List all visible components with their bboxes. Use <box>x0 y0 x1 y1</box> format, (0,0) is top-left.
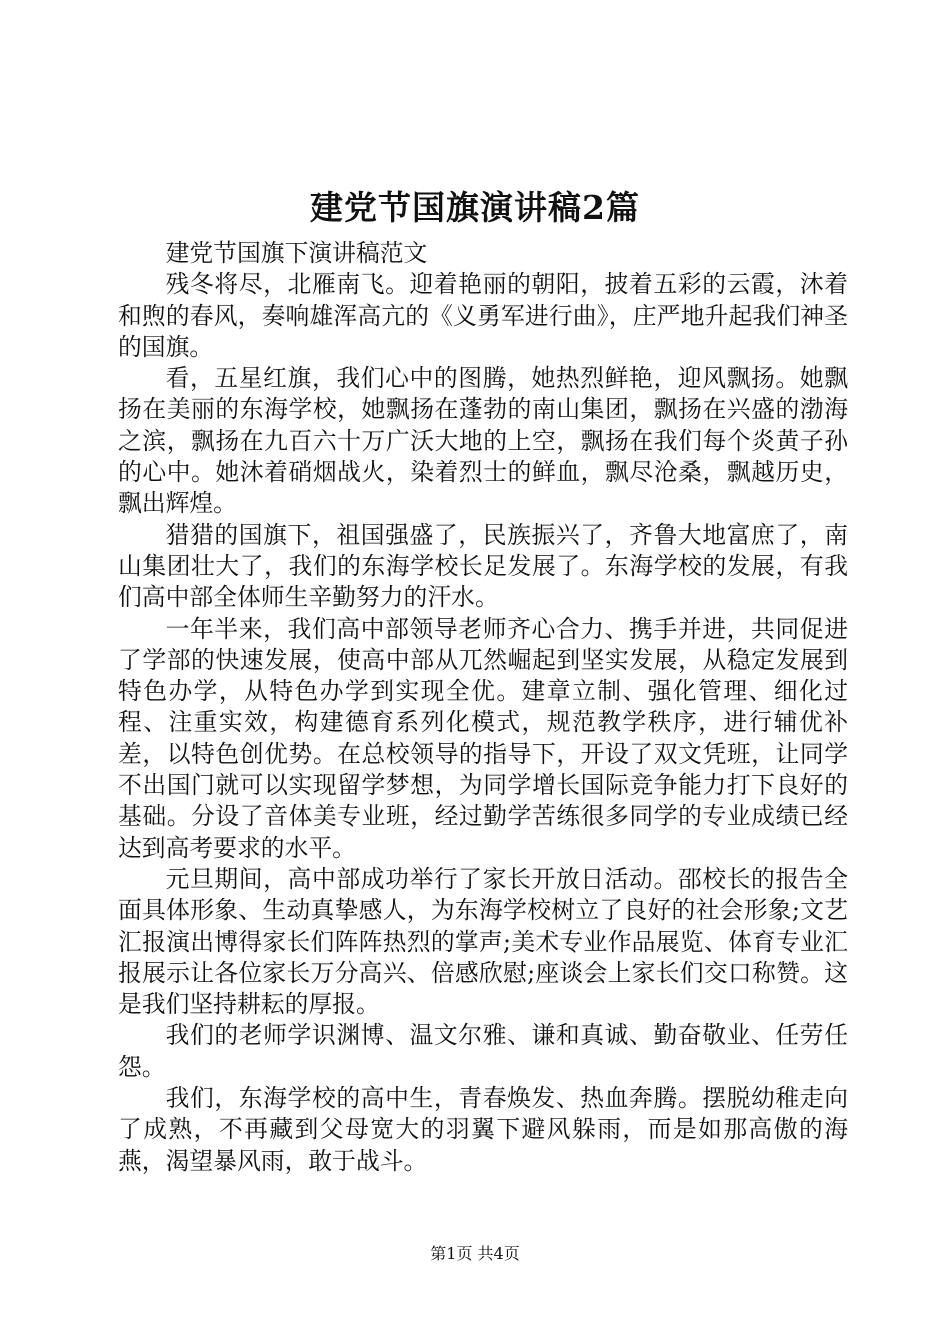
page-footer: 第1页 共4页 <box>430 1244 520 1263</box>
body-paragraph: 看，五星红旗，我们心中的图腾，她热烈鲜艳，迎风飘扬。她飘扬在美丽的东海学校，她飘扬在蓬勃的南山集团，飘扬在兴盛的渤海之滨，飘扬在九百六十万广沃大地的上空，飘扬在我们每个炎黄子孙的心中。她沐着硝烟战火，染着烈士的鲜血，飘尽沧桑，飘越历史，飘出辉煌。 <box>118 364 848 518</box>
body-paragraph: 元旦期间，高中部成功举行了家长开放日活动。邵校长的报告全面具体形象、生动真挚感人，为东海学校树立了良好的社会形象;文艺汇报演出博得家长们阵阵热烈的掌声;美术专业作品展览、体育专业汇报展示让各位家长万分高兴、倍感欣慰;座谈会上家长们交口称赞。这是我们坚持耕耘的厚报。 <box>118 864 848 1019</box>
body-paragraph: 猎猎的国旗下，祖国强盛了，民族振兴了，齐鲁大地富庶了，南山集团壮大了，我们的东海学校长足发展了。东海学校的发展，有我们高中部全体师生辛勤努力的汗水。 <box>118 520 848 612</box>
body-paragraph: 残冬将尽，北雁南飞。迎着艳丽的朝阳，披着五彩的云霞，沐着和煦的春风，奏响雄浑高亢的《义勇军进行曲》，庄严地升起我们神圣的国旗。 <box>118 270 848 361</box>
body-paragraph: 一年半来，我们高中部领导老师齐心合力、携手并进，共同促进了学部的快速发展，使高中部从兀然崛起到坚实发展，从稳定发展到特色办学，从特色办学到实现全优。建章立制、强化管理、细化过程、注重实效，构建德育系列化模式，规范教学秩序，进行辅优补差，以特色创优势。在总校领导的指导下，开设了双文凭班，让同学不出国门就可以实现留学梦想，为同学增长国际竞争能力打下良好的基础。分设了音体美专业班，经过勤学苦练很多同学的专业成绩已经达到高考要求的水平。 <box>118 614 848 862</box>
subtitle-paragraph: 建党节国旗下演讲稿范文 <box>165 239 428 267</box>
document-body <box>118 238 848 1177</box>
body-paragraph: 我们，东海学校的高中生，青春焕发、热血奔腾。摆脱幼稚走向了成熟，不再藏到父母宽大的羽翼下避风躲雨，而是如那高傲的海燕，渴望暴风雨，敢于战斗。 <box>118 1084 848 1175</box>
page-title: 建党节国旗演讲稿2篇 <box>310 188 640 227</box>
body-paragraph: 我们的老师学识渊博、温文尔雅、谦和真诚、勤奋敬业、任劳任怨。 <box>118 1021 848 1081</box>
